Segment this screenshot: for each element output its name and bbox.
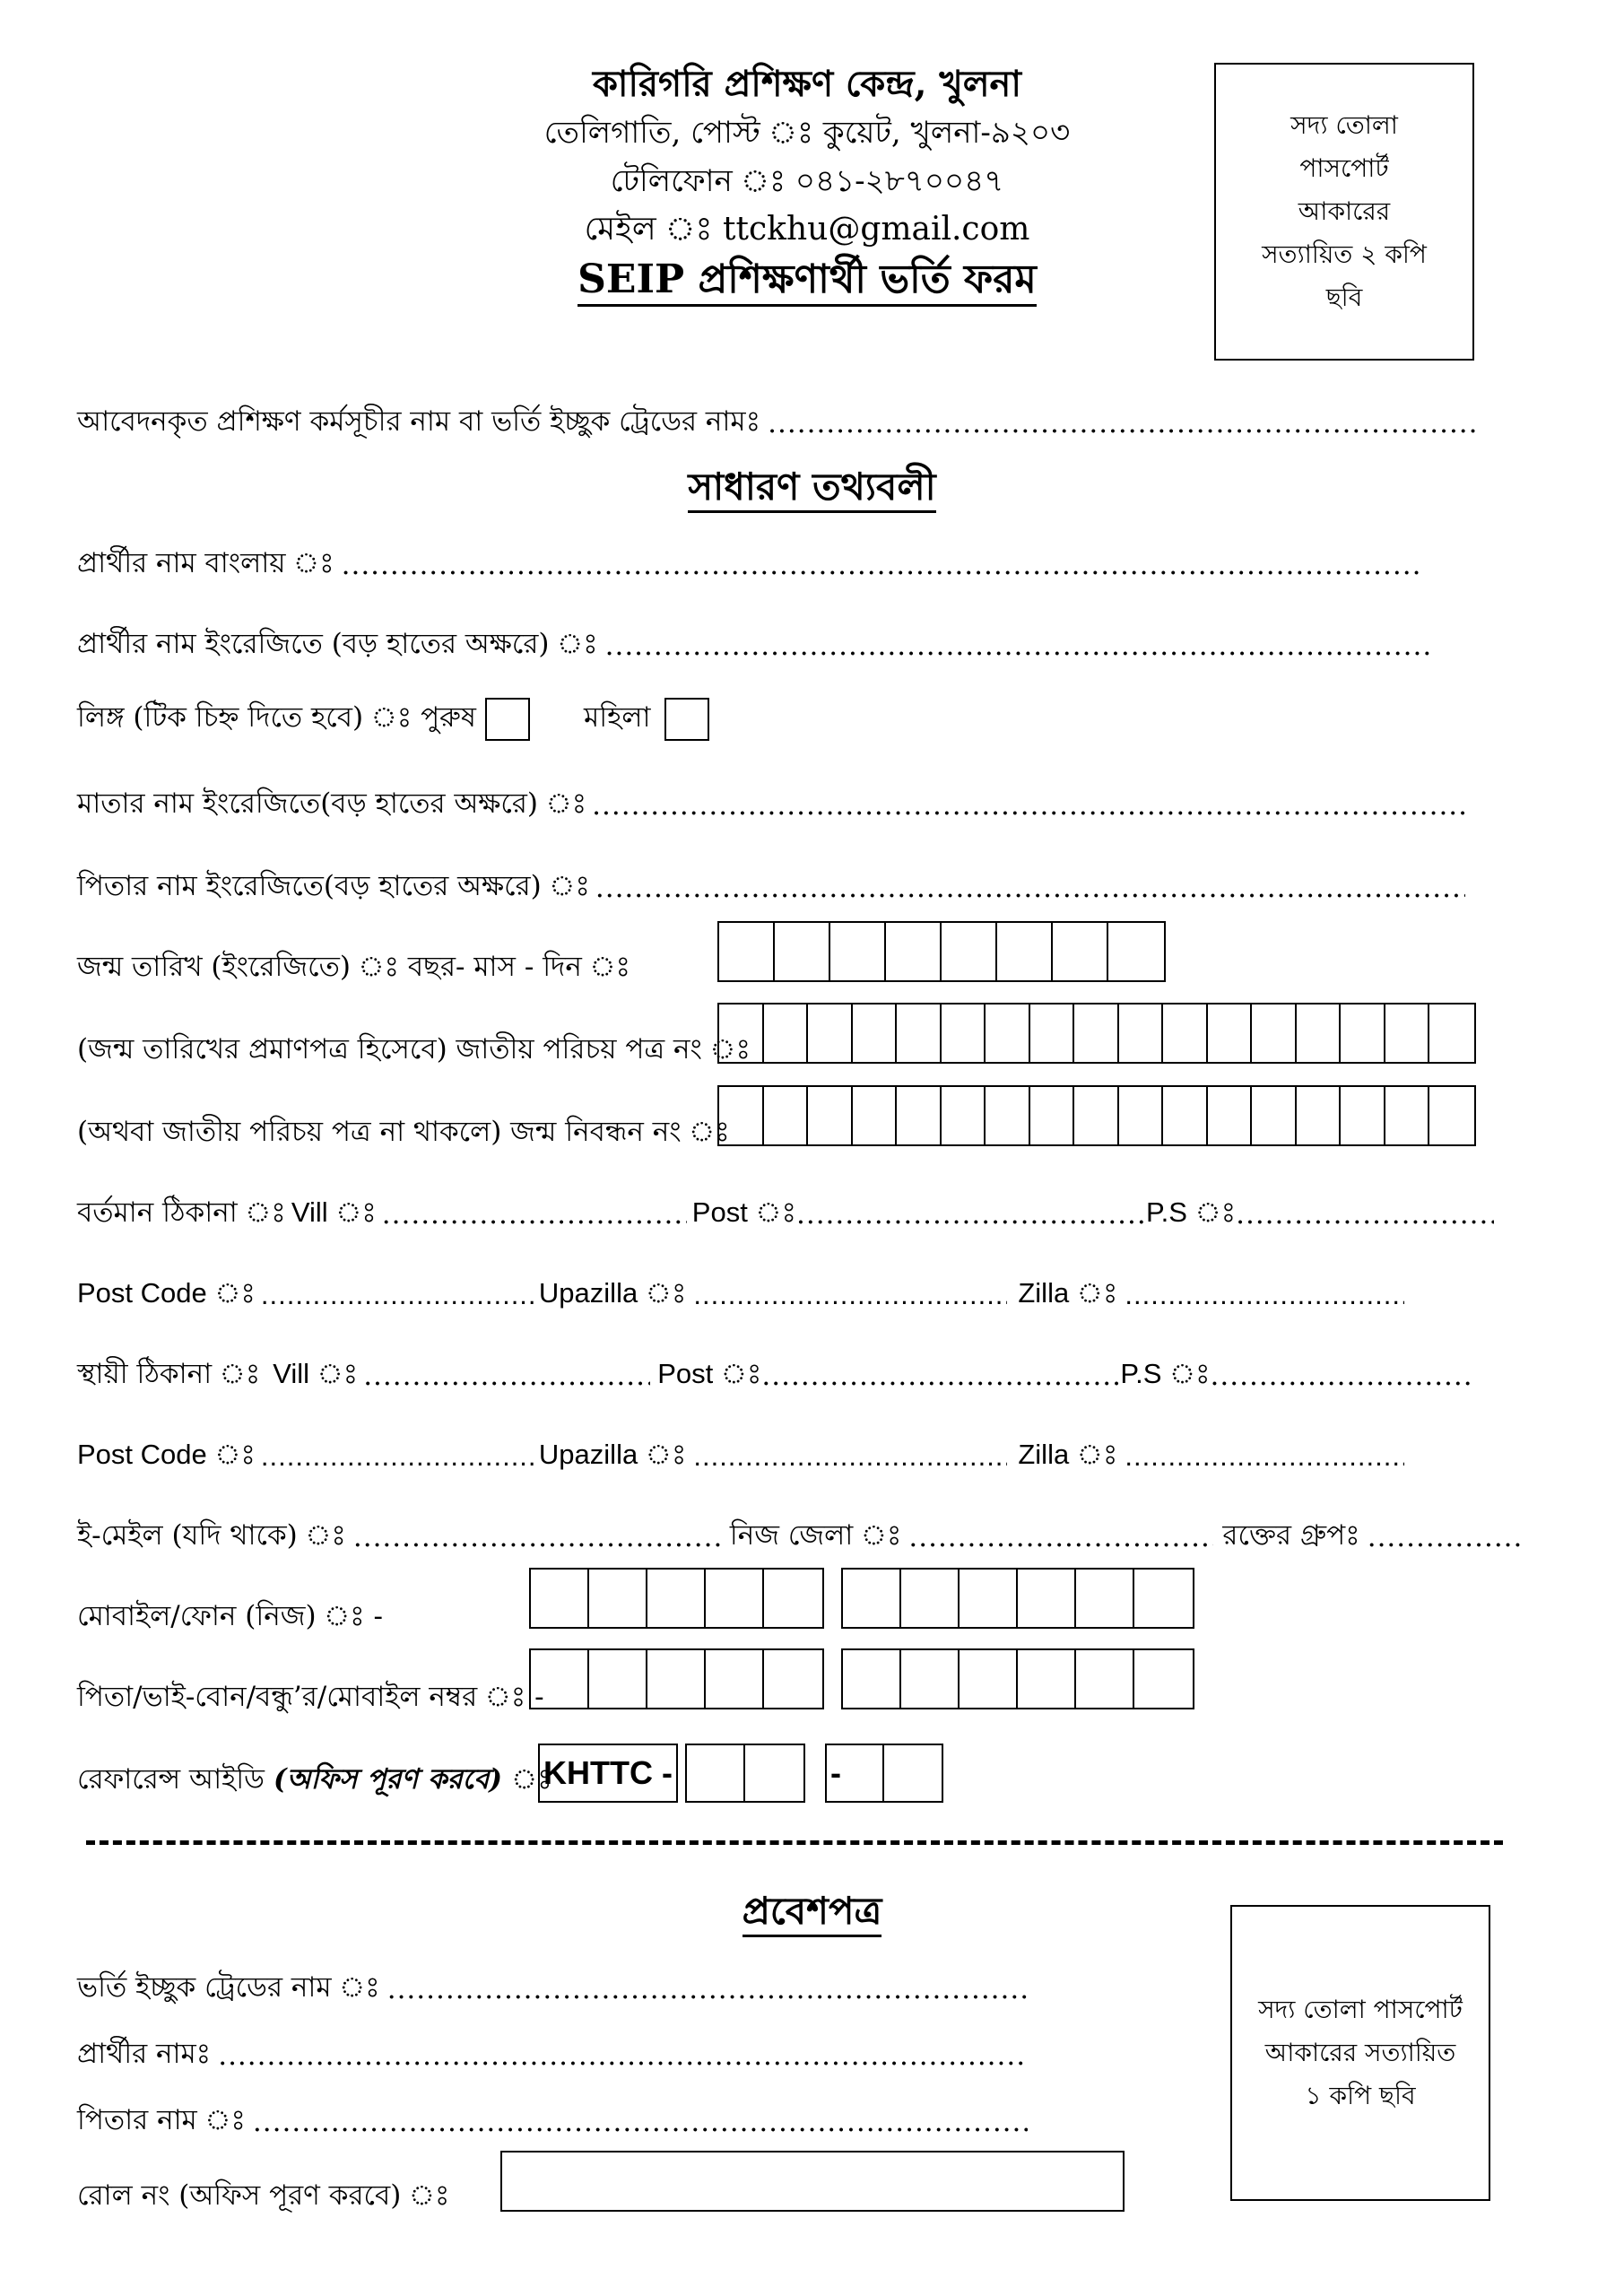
nid-grid[interactable] xyxy=(717,1003,1476,1064)
district-input[interactable] xyxy=(908,1521,1213,1553)
reference-row: রেফারেন্স আইডি (অফিস পূরণ করবে) ঃ xyxy=(77,1763,552,1796)
permanent-vill-input[interactable] xyxy=(363,1360,650,1392)
permanent-postcode-row: Post Code ঃ ..... Upazilla ঃ ..... Zilla ঃ ..... xyxy=(77,1433,1404,1480)
present-upazilla-input[interactable] xyxy=(693,1279,1007,1311)
name-en-row: প্রার্থীর নাম ইংরেজিতে (বড় হাতের অক্ষরে) ঃ ..... xyxy=(77,622,1433,669)
permanent-postcode-input[interactable] xyxy=(261,1440,539,1473)
nid-row: (জন্ম তারিখের প্রমাণপত্র হিসেবে) জাতীয় পরিচয় পত্র নং ঃ xyxy=(77,1033,751,1065)
dob-row: জন্ম তারিখ (ইংরেজিতে) ঃ বছর- মাস - দিন ঃ xyxy=(77,951,630,983)
mother-row: মাতার নাম ইংরেজিতে(বড় হাতের অক্ষরে) ঃ ..... xyxy=(77,782,1467,829)
mobile-family-grid-1[interactable] xyxy=(529,1648,824,1709)
reference-prefix-box: KHTTC - xyxy=(538,1744,678,1803)
mobile-own-grid-1[interactable] xyxy=(529,1568,824,1629)
present-post-input[interactable] xyxy=(796,1198,1146,1231)
name-bn-input[interactable] xyxy=(342,549,1422,581)
institute-phone: টেলিফোন ঃ ০৪১-২৮৭০০৪৭ xyxy=(610,163,1004,199)
birth-reg-row: (অথবা জাতীয় পরিচয় পত্র না থাকলে) জন্ম নিবন্ধন নং ঃ xyxy=(77,1116,730,1148)
admit-card-title: প্রবেশপত্র xyxy=(0,1882,1624,1945)
institute-address: তেলিগাতি, পোস্ট ঃ কুয়েট, খুলনা-৯২০৩ xyxy=(543,115,1071,151)
admit-roll-row: রোল নং (অফিস পূরণ করবে) ঃ xyxy=(77,2179,450,2212)
gender-row: লিঙ্গ (টিক চিহ্ন দিতে হবে) ঃ পুরুষ মহিলা xyxy=(77,696,709,743)
trade-input[interactable] xyxy=(768,407,1476,439)
institute-email: মেইল ঃ ttckhu@gmail.com xyxy=(584,211,1030,248)
birth-reg-grid[interactable] xyxy=(717,1085,1476,1146)
present-postcode-input[interactable] xyxy=(261,1279,539,1311)
reference-dash-box: - xyxy=(825,1744,884,1803)
reference-grid-1[interactable] xyxy=(685,1744,805,1803)
mobile-own-grid-2[interactable] xyxy=(841,1568,1194,1629)
admit-name-input[interactable] xyxy=(218,2039,1028,2072)
admit-father-row: পিতার নাম ঃ ..... xyxy=(77,2099,1028,2145)
admit-trade-input[interactable] xyxy=(387,1973,1028,2005)
present-zilla-input[interactable] xyxy=(1125,1279,1404,1311)
institute-name: কারিগরি প্রশিক্ষণ কেন্দ্র, খুলনা xyxy=(592,63,1022,105)
email-input[interactable] xyxy=(353,1521,721,1553)
admit-photo-box[interactable] xyxy=(1230,1905,1490,2201)
permanent-address-row: স্থায়ী ঠিকানা ঃ Vill ঃ ..... Post ঃ ..... P.S ঃ ..... xyxy=(77,1352,1472,1399)
mobile-family-row: পিতা/ভাই-বোন/বন্ধু’র/মোবাইল নম্বর ঃ - xyxy=(77,1681,544,1713)
photo-note: সদ্য তোলা পাসপোর্ট আকারের সত্যায়িত ২ কপি ছবি xyxy=(1262,110,1427,312)
admit-trade-row: ভর্তি ইচ্ছুক ট্রেডের নাম ঃ ..... xyxy=(77,1966,1028,2013)
mobile-family-grid-2[interactable] xyxy=(841,1648,1194,1709)
admit-name-row: প্রার্থীর নামঃ ..... xyxy=(77,2032,1028,2079)
father-row: পিতার নাম ইংরেজিতে(বড় হাতের অক্ষরে) ঃ ..... xyxy=(77,865,1465,911)
permanent-upazilla-input[interactable] xyxy=(693,1440,1007,1473)
cut-line xyxy=(86,1840,1503,1845)
present-postcode-row: Post Code ঃ ..... Upazilla ঃ ..... Zilla ঃ ..... xyxy=(77,1272,1404,1318)
name-en-input[interactable] xyxy=(605,630,1433,662)
present-vill-input[interactable] xyxy=(382,1198,687,1231)
permanent-post-input[interactable] xyxy=(761,1360,1120,1392)
dob-grid[interactable] xyxy=(717,921,1166,982)
roll-number-box[interactable] xyxy=(500,2151,1125,2212)
permanent-zilla-input[interactable] xyxy=(1125,1440,1404,1473)
present-ps-input[interactable] xyxy=(1236,1198,1494,1231)
trade-row: আবেদনকৃত প্রশিক্ষণ কর্মসূচীর নাম বা ভর্তি ইচ্ছুক ট্রেডের নামঃ ..... xyxy=(77,400,1476,447)
general-section-title: সাধারণ তথ্যবলী xyxy=(0,457,1624,521)
male-checkbox[interactable] xyxy=(485,698,530,741)
name-bn-row: প্রার্থীর নাম বাংলায় ঃ ..... xyxy=(77,542,1422,588)
father-name-input[interactable] xyxy=(595,872,1465,904)
photo-box[interactable] xyxy=(1214,63,1474,361)
permanent-ps-input[interactable] xyxy=(1211,1360,1472,1392)
admit-photo-note: সদ্য তোলা পাসপোর্ট আকারের সত্যায়িত ১ কপি ছবি xyxy=(1258,1995,1463,2110)
email-row: ই-মেইল (যদি থাকে) ঃ ..... নিজ জেলা ঃ ..... রক্তের গ্রুপঃ ..... xyxy=(77,1514,1523,1561)
admit-father-input[interactable] xyxy=(253,2106,1028,2138)
mobile-own-row: মোবাইল/ফোন (নিজ) ঃ - xyxy=(77,1600,384,1632)
mother-name-input[interactable] xyxy=(592,789,1467,822)
female-checkbox[interactable] xyxy=(664,698,709,741)
present-address-row: বর্তমান ঠিকানা ঃ Vill ঃ ..... Post ঃ ..... P.S ঃ ..... xyxy=(77,1191,1494,1238)
reference-grid-2[interactable] xyxy=(882,1744,943,1803)
blood-group-input[interactable] xyxy=(1368,1521,1523,1553)
form-title: SEIP প্রশিক্ষণার্থী ভর্তি ফরম xyxy=(493,249,1121,315)
